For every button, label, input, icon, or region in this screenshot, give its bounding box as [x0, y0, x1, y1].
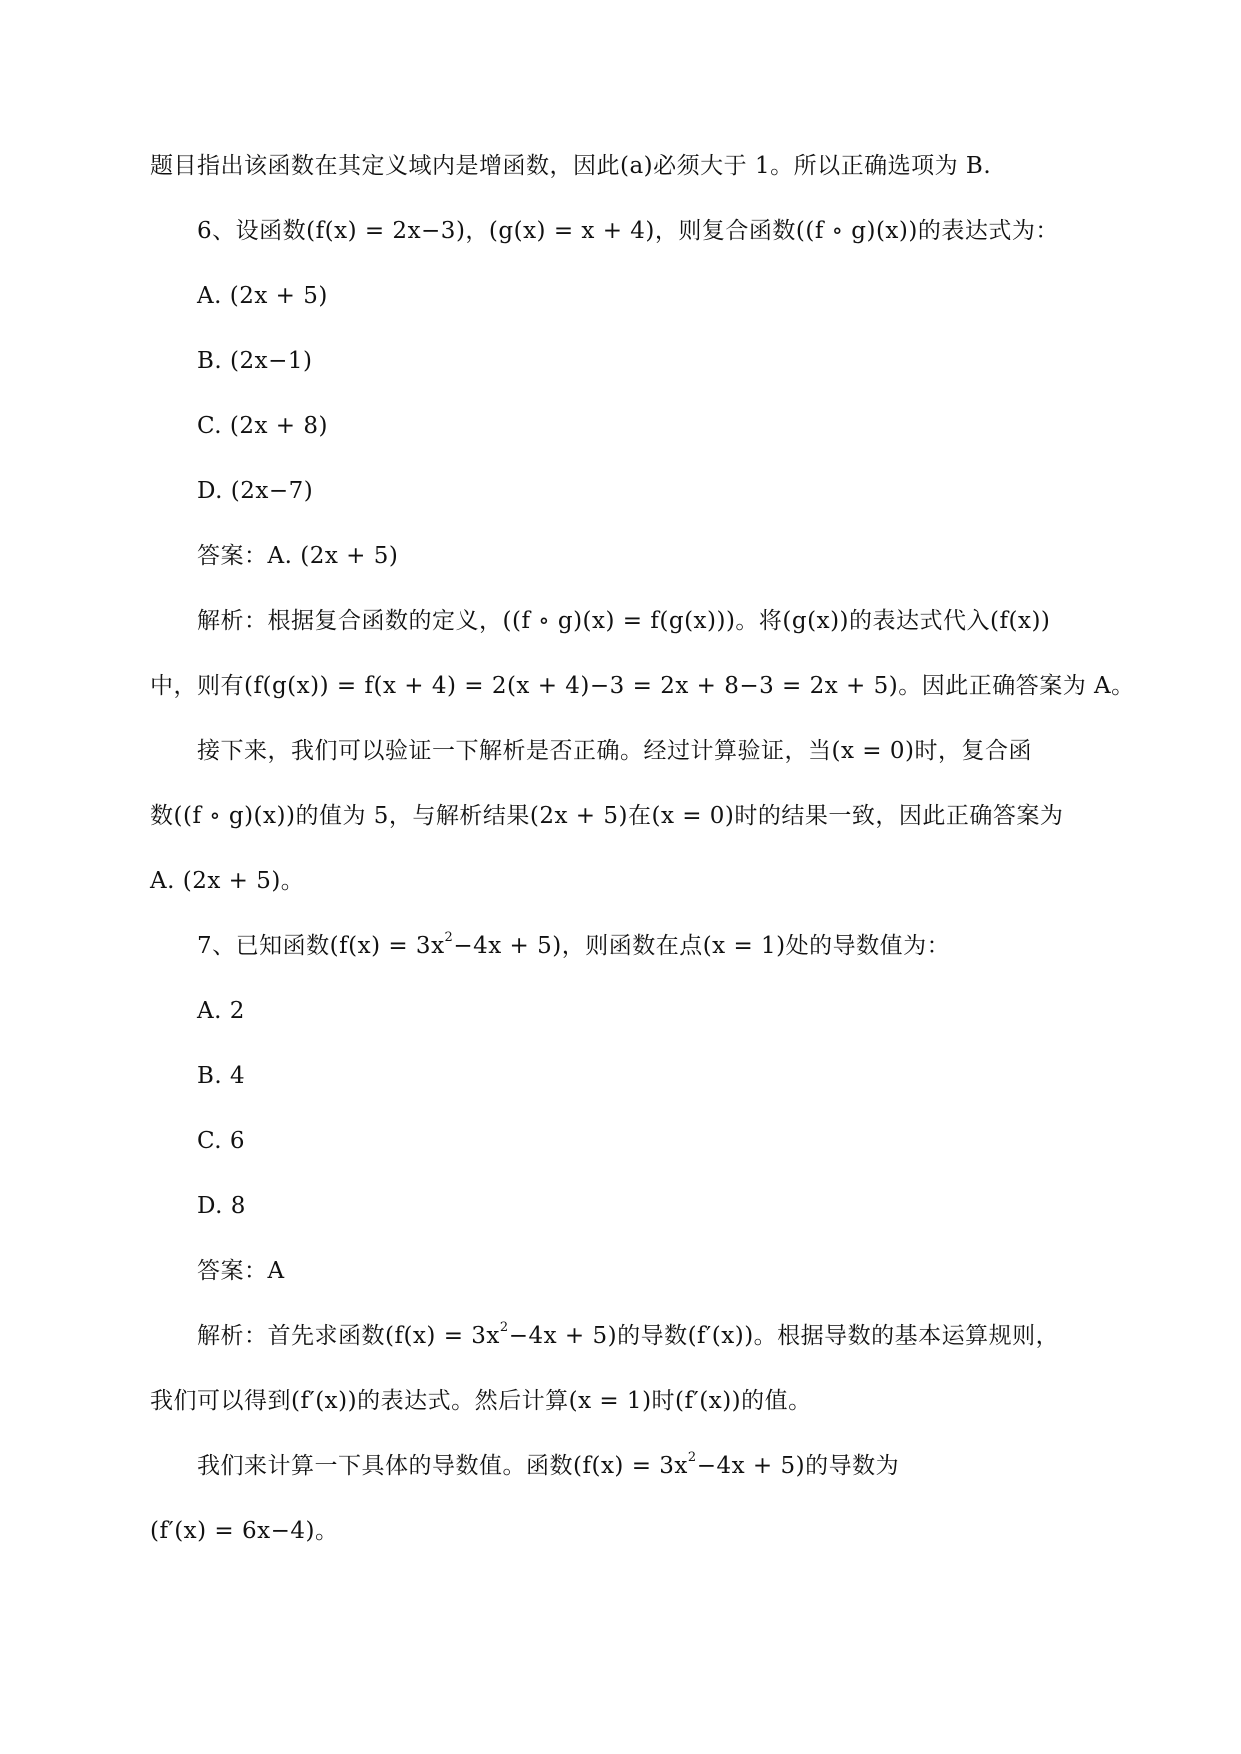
- verification-line: A. (2x + 5)。: [150, 868, 305, 894]
- exponent: 2: [687, 1450, 697, 1466]
- option-a: A. (2x + 5): [197, 283, 328, 309]
- analysis-line: [197, 1321, 1059, 1351]
- analysis-line: 我们可以得到(f′(x))的表达式。然后计算(x = 1)时(f′(x))的值。: [150, 1388, 812, 1414]
- option-d: D. (2x−7): [197, 478, 314, 504]
- analysis-line-end: −4x + 5)的导数(f′(x))。根据导数的基本运算规则，: [508, 1323, 1060, 1349]
- option-c: C. 6: [197, 1128, 246, 1154]
- paragraph-line: 题目指出该函数在其定义域内是增函数，因此(a)必须大于 1。所以正确选项为 B.: [150, 153, 992, 179]
- analysis-line-start: 解析：首先求函数(f(x) = 3x: [197, 1323, 500, 1349]
- answer-line: 答案：A: [197, 1258, 285, 1284]
- question-7-stem-start: 7、已知函数(f(x) = 3x: [197, 933, 445, 959]
- analysis-line: 中，则有(f(g(x)) = f(x + 4) = 2(x + 4)−3 = 2x + 8−3 = 2x + 5)。因此正确答案为 A。: [150, 673, 1135, 699]
- verification-line: 接下来，我们可以验证一下解析是否正确。经过计算验证，当(x = 0)时，复合函: [197, 738, 1032, 764]
- exponent: 2: [499, 1320, 509, 1336]
- option-c: C. (2x + 8): [197, 413, 328, 439]
- analysis-line: 解析：根据复合函数的定义，((f ∘ g)(x) = f(g(x)))。将(g(x))的表达式代入(f(x)): [197, 608, 1051, 634]
- option-b: B. (2x−1): [197, 348, 313, 374]
- calculation-line-start: 我们来计算一下具体的导数值。函数(f(x) = 3x: [197, 1453, 688, 1479]
- calculation-line-end: −4x + 5)的导数为: [696, 1453, 900, 1479]
- question-7-stem-end: −4x + 5)，则函数在点(x = 1)处的导数值为：: [453, 933, 951, 959]
- exponent: 2: [444, 930, 454, 946]
- answer-line: 答案：A. (2x + 5): [197, 543, 399, 569]
- question-6-stem: 6、设函数(f(x) = 2x−3)，(g(x) = x + 4)，则复合函数((f ∘ g)(x))的表达式为：: [197, 218, 1059, 244]
- calculation-result: (f′(x) = 6x−4)。: [150, 1518, 339, 1544]
- option-a: A. 2: [197, 998, 245, 1024]
- option-d: D. 8: [197, 1193, 246, 1219]
- option-b: B. 4: [197, 1063, 246, 1089]
- calculation-line: [197, 1451, 899, 1481]
- question-7-stem: [197, 931, 950, 961]
- verification-line: 数((f ∘ g)(x))的值为 5，与解析结果(2x + 5)在(x = 0)时的结果一致，因此正确答案为: [150, 803, 1064, 829]
